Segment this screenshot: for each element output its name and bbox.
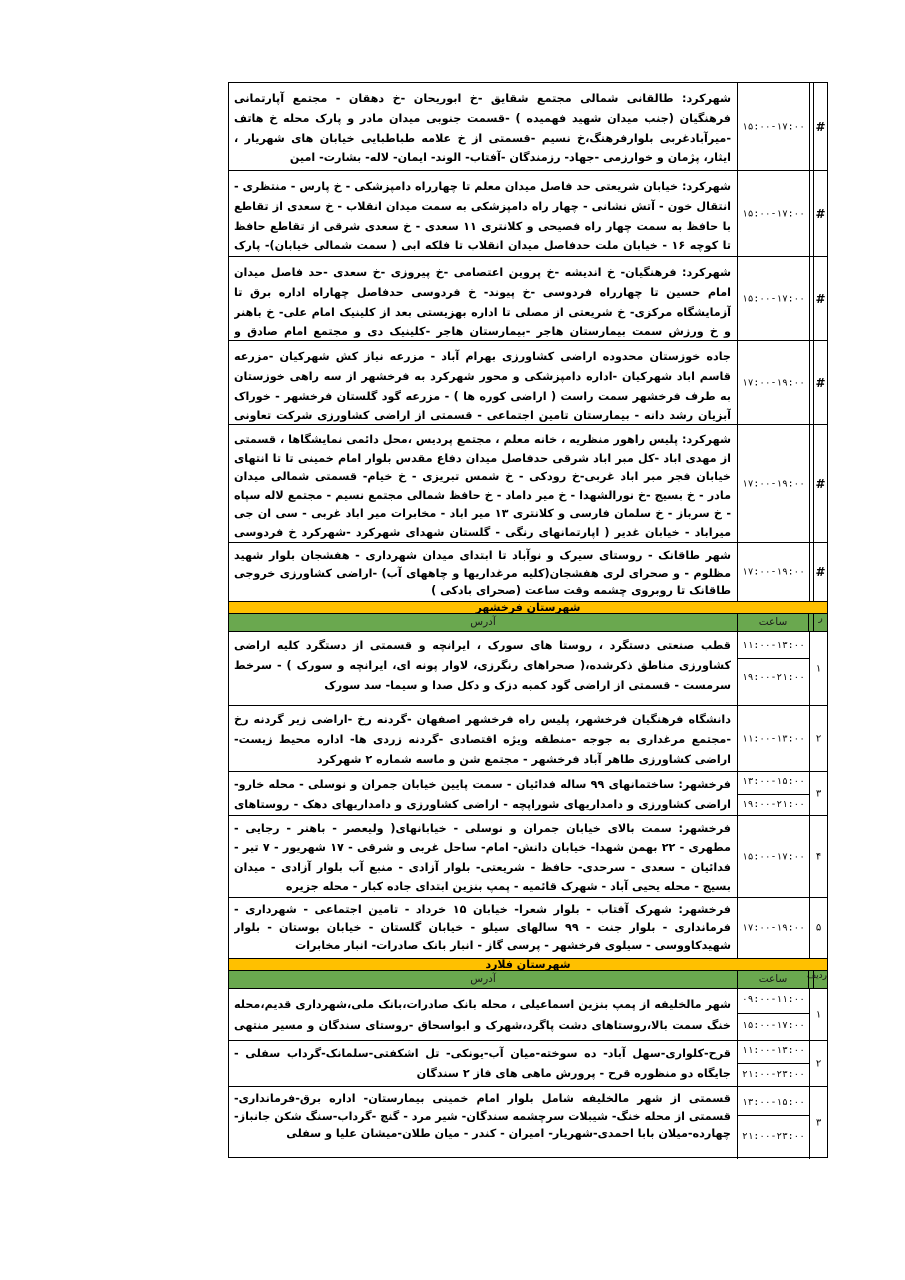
- time-range: ۱۵:۰۰-۱۷:۰۰: [742, 293, 805, 304]
- table-row: [229, 341, 827, 425]
- row-number: ۳: [815, 788, 822, 799]
- row-number: #: [815, 291, 826, 306]
- address-text: شهر مالخلیفه از پمپ بنزین اسماعیلی ، محله بانک صادرات،بانک ملی،شهرداری قدیم،محله خنگ سمت بالا،روستاهای دشت پاگرد،شهرک و ابواسحاق -روستای سندگان و مسیر منتهی: [234, 998, 731, 1032]
- row-number: ۲: [815, 1058, 822, 1069]
- time-range: ۱۹:۰۰-۲۱:۰۰: [742, 799, 805, 810]
- header-time: ساعت: [737, 971, 809, 988]
- time-range: ۱۱:۰۰-۱۳:۰۰: [742, 1045, 805, 1056]
- row-number: ۴: [815, 851, 822, 862]
- row-number: #: [815, 206, 826, 221]
- time-range: ۰۹:۰۰-۱۱:۰۰: [742, 994, 805, 1005]
- table-row: [229, 632, 827, 706]
- table-row: [229, 898, 827, 958]
- table-row: [229, 171, 827, 257]
- row-number: #: [815, 565, 826, 579]
- row-number: ۲: [815, 733, 822, 744]
- time-range: ۱۵:۰۰-۱۷:۰۰: [742, 1020, 805, 1031]
- table-row: [229, 1087, 827, 1159]
- address-text: شهرکرد: خیابان شریعتی حد فاصل میدان معلم تا چهارراه دامپزشکی - خ پارس - منتظری - انتقال خون - آتش نشانی - چهار راه دامپزشکی به سمت میدان انقلاب - خ سعدی از تقاطع با حافظ به سمت چهار راه فصیحی و کلانتری ۱۱ سعدی - خ سعدی شرقی از تقاطع حافظ تا کوچه ۱۶ - خیابان ملت حدفاصل میدان انقلاب تا فلکه ابی ( سمت شمالی خیابان)- پارک: [234, 180, 731, 253]
- header-address: آدرس: [470, 616, 496, 628]
- address-text: شهر طاقانک - روستای سیرک و نوآباد تا ابتدای میدان شهرداری - هفشجان بلوار شهید مظلوم - و صحرای لری هفشجان(کلیه مرغداریها و چاههای آب) -اراضی کشاورزی خروجی طاقانک تا روبروی چشمه وقت ساعت (صحرای بادکی ): [234, 549, 731, 597]
- address-text: شهرکرد: فرهنگیان- خ اندیشه -خ پروین اعتصامی -خ پیروزی -خ سعدی -حد فاصل میدان امام حسین تا چهارراه فردوسی -خ پیوند- خ فردوسی حدفاصل چهاراه اداره برق تا آزمایشگاه مرکزی- خ شریعتی از مصلی تا اداره بهزیستی بعد از کلینیک امام علی- خ باهنر و خ ورزش سمت بیمارستان هاجر -بیمارستان هاجر -کلینیک دی و مجتمع امام صادق و: [234, 266, 731, 339]
- row-number: #: [815, 476, 826, 491]
- address-text: جاده خوزستان محدوده اراضی کشاورزی بهرام آباد - مزرعه نیاز کش شهرکیان -مزرعه قاسم اباد شهرکیان -اداره دامپزشکی و محور شهرکرد به فرخشهر از سه راهی خوزستان به طرف فرخشهر سمت راست ( اراضی کوره ها ) - مزرعه گود گلستان فرخشهر - خوراک آبزیان رشد دانه - بیمارستان تامین اجتماعی - قسمتی از اراضی کشاورزی شرکت تعاونی: [234, 350, 731, 423]
- table-header: [229, 614, 827, 632]
- time-range: ۱۵:۰۰-۱۷:۰۰: [742, 121, 805, 132]
- table-row: [229, 1041, 827, 1087]
- time-range: ۱۷:۰۰-۱۹:۰۰: [742, 566, 805, 578]
- row-number: #: [815, 375, 826, 390]
- table-row: [229, 706, 827, 772]
- time-range: ۱۱:۰۰-۱۳:۰۰: [742, 733, 805, 744]
- county-title-farrokhshahr: شهرستان فرخشهر: [229, 601, 827, 614]
- address-text: فرخشهر: شهرک آفتاب - بلوار شعرا- خیابان ۱۵ خرداد - تامین اجتماعی - شهرداری - فرمانداری - بلوار جنت - ۹۹ سالهای سیلو - خیابان گلستان - خیابان بوستان - بلوار شهیدکاووسی - سیلوی فرخشهر - پرسی گاز - انبار بانک صادرات- انبار مخابرات: [234, 903, 731, 952]
- time-range: ۱۳:۰۰-۱۵:۰۰: [742, 1097, 805, 1108]
- schedule-table: [228, 82, 828, 1158]
- header-row-number: ردیف: [813, 971, 827, 988]
- time-range: ۲۱:۰۰-۲۳:۰۰: [742, 1069, 805, 1080]
- table-header: [229, 971, 827, 989]
- row-number: ۵: [815, 922, 822, 934]
- header-time: ساعت: [737, 614, 809, 631]
- table-row: [229, 425, 827, 543]
- time-range: ۱۵:۰۰-۱۷:۰۰: [742, 208, 805, 219]
- table-row: [229, 257, 827, 341]
- address-text: شهرکرد: طالقانی شمالی مجتمع شقایق -خ ابوریحان -خ دهقان - مجتمع آپارتمانی فرهنگیان (جنب میدان شهید فهمیده ) -قسمت جنوبی میدان مادر و پارک محله خ هاتف -میرآبادغربی بلوارفرهنگ،خ نسیم -قسمتی از خ علامه طباطبایی خیابان های شهریار ، ایثار، پژمان و خوارزمی -جهاد- رزمندگان -آفتاب- الوند- ایمان- لاله- بشارت- امین: [234, 92, 731, 165]
- row-number: ۱: [815, 1009, 822, 1020]
- address-text: فرخشهر: ساختمانهای ۹۹ ساله فدائیان - سمت پایین خیابان جمران و نوسلی - محله خارو- اراضی کشاورزی و دامداریهای شوراپچه - اراضی کشاورزی و دامداریهای دهک - روستاهای: [234, 778, 731, 811]
- time-range: ۱۷:۰۰-۱۹:۰۰: [742, 478, 805, 489]
- row-number: ۱: [815, 663, 822, 674]
- time-range: ۱۷:۰۰-۱۹:۰۰: [742, 922, 805, 934]
- table-row: [229, 989, 827, 1041]
- time-range: ۱۹:۰۰-۲۱:۰۰: [742, 672, 805, 683]
- table-row: [229, 816, 827, 898]
- county-title-falard: شهرستان فلارد: [229, 958, 827, 971]
- time-range: ۱۷:۰۰-۱۹:۰۰: [742, 377, 805, 388]
- row-number: #: [815, 119, 826, 134]
- address-text: دانشگاه فرهنگیان فرخشهر، پلیس راه فرخشهر اصفهان -گردنه رخ -اراضی زیر گردنه رخ -مجتمع مرغداری به جوجه -منطقه ویژه اقتصادی -گردنه زردی ها- اداره محیط زیست- اراضی کشاورزی طاهر آباد فرخشهر - مجتمع شن و ماسه شماره ۲ شهرکرد: [234, 713, 731, 766]
- address-text: شهرکرد: پلیس راهور منظریه ، خانه معلم ، مجتمع پردیس ،محل دائمی نمایشگاها ، قسمتی از مهدی اباد -کل مبر اباد شرقی حدفاصل میدان دفاع مقدس بلوار امام خمینی تا تا انتهای خیابان فجر مبر اباد غربی-خ رودکی - خ شمس تبریزی - خ خیام- قسمتی شمالی میدان مادر - خ بسیج -خ نورالشهدا - خ میر داماد - خ حافظ شمالی مجتمع نسیم - مجتمع لاله سپاه - خ سرباز - خ سلمان فارسی و کلانتری ۱۳ میر اباد - مخابرات میر اباد غربی - سی ان جی میراباد - خیابان غدیر ( اپارتمانهای رنگی - گلستان شهدای شهرکرد -شهرکرد خ فردوسی: [234, 433, 731, 539]
- time-range: ۱۱:۰۰-۱۳:۰۰: [742, 640, 805, 651]
- time-range: ۱۳:۰۰-۱۵:۰۰: [742, 776, 805, 787]
- address-text: قسمتی از شهر مالخلیفه شامل بلوار امام خمینی بیمارستان- اداره برق-فرمانداری- قسمتی از محله خنگ- شیبلات سرچشمه سندگان- شیر مرد - گنچ -گرداب-سنگ شکن جانباز- چهارده-میلان بابا احمدی-شهریار- امیران - کندر - میان طلان-میشان علیا و سفلی: [234, 1092, 731, 1141]
- table-row: [229, 772, 827, 816]
- header-address: آدرس: [470, 973, 496, 985]
- table-row: [229, 543, 827, 601]
- address-text: قرح-کلواری-سهل آباد- ده سوخته-میان آب-یونکی- تل اشکفتی-سلمانک-گرداب سفلی - جایگاه دو منظوره قرح - پرورش ماهی های فاز ۲ سندگان: [234, 1047, 731, 1080]
- table-row: [229, 83, 827, 171]
- time-range: ۲۱:۰۰-۲۳:۰۰: [742, 1131, 805, 1142]
- address-text: قطب صنعتی دستگرد ، روستا های سورک ، ایرانچه و قسمتی از دستگرد کلیه اراضی کشاورزی مناطق ذکرشده،( صحراهای رنگرزی، لاوار پونه ای، ایرانچه و سورک ) - سرخط سرمست - قسمتی از اراضی گود کمبه دزک و دکل صدا و سیما- سد سورک: [234, 639, 731, 692]
- time-range: ۱۵:۰۰-۱۷:۰۰: [742, 851, 805, 862]
- address-text: فرخشهر: سمت بالای خیابان جمران و نوسلی - خیابانهای( ولیعصر - باهنر - رجایی - مطهری - ۲۲ بهمن شهدا- خیابان دانش- امام- ساحل غربی و شرقی - ۱۷ شهریور - ۷ تیر - فدائیان - سعدی - سرحدی- حافظ - شریعتی- بلوار آزادی - منبع آب بلوار آزادی - میدان بسیج - محله یحیی آباد - شهرک قائمیه - پمپ بنزین ابتدای جاده کبار - محله جزیره: [234, 822, 731, 894]
- row-number: ۳: [815, 1117, 822, 1129]
- header-row-number: ر: [813, 614, 827, 631]
